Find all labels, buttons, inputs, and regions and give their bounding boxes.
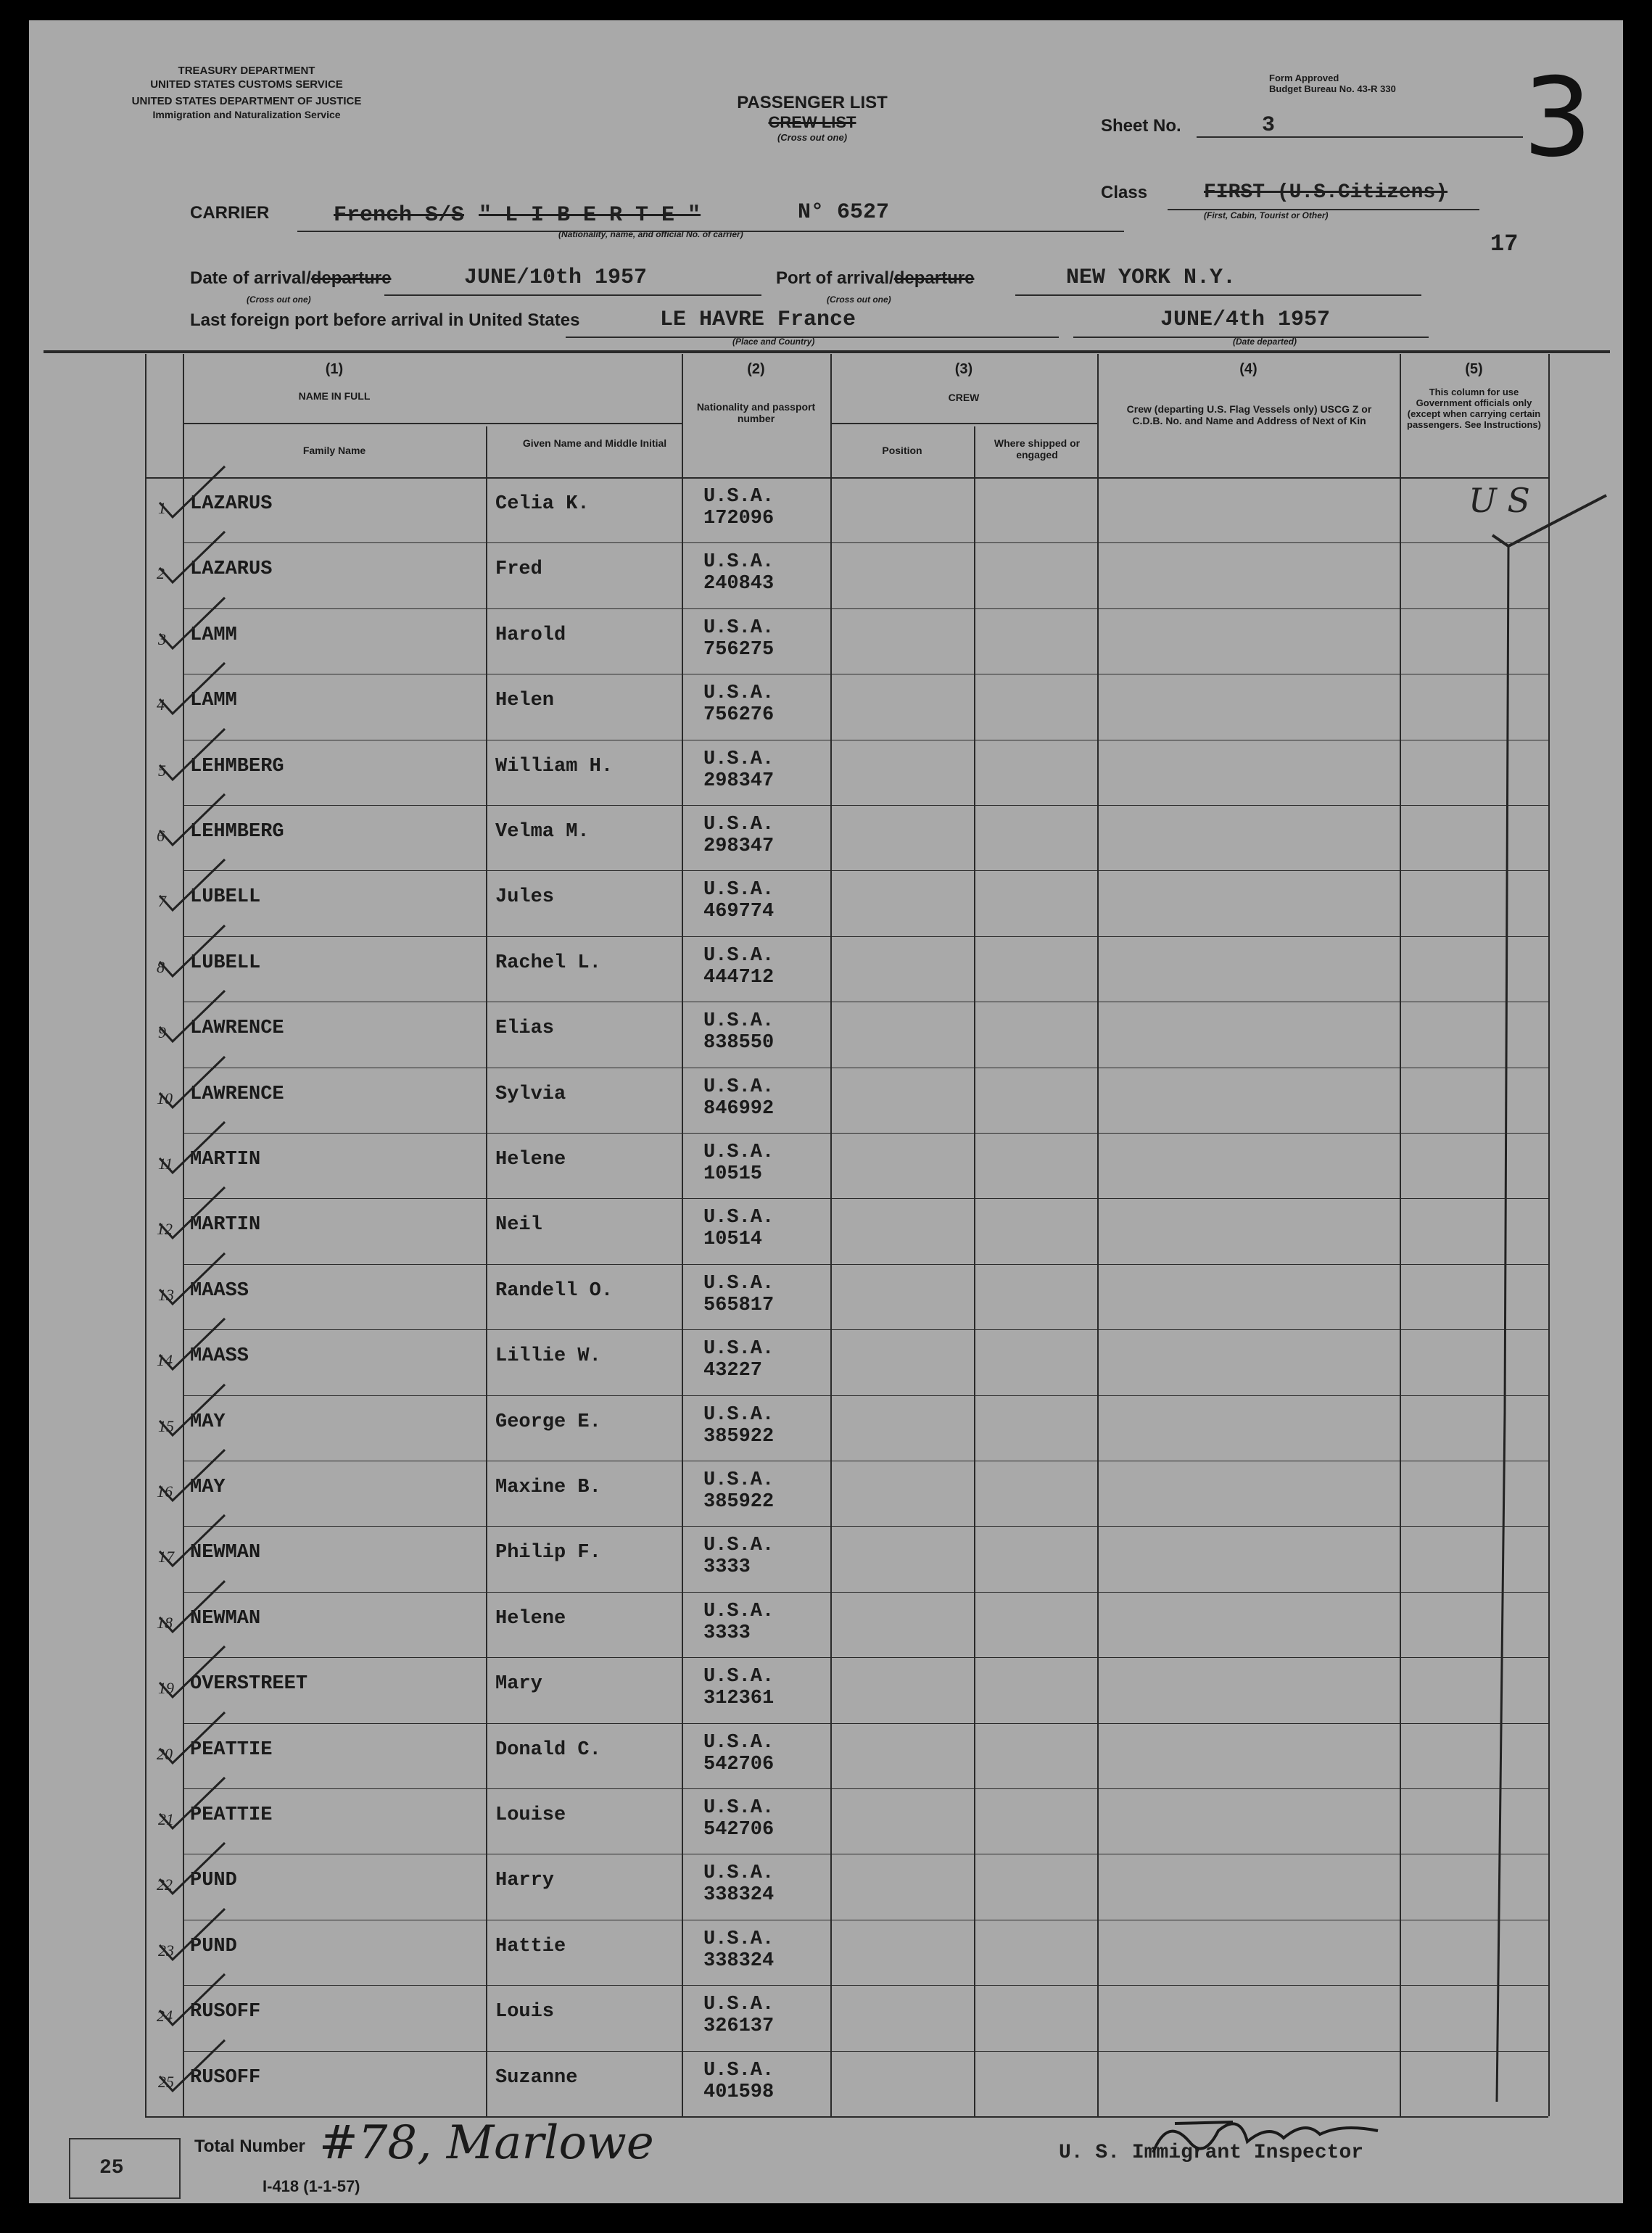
col1-title: NAME IN FULL	[298, 390, 371, 402]
table-row	[29, 1788, 1623, 1854]
given-name: Mary	[495, 1673, 542, 1696]
approval-line-1: Form Approved	[1269, 73, 1339, 83]
row-number: 4	[157, 696, 165, 714]
family-name: PEATTIE	[190, 1738, 273, 1761]
carrier-label: CARRIER	[190, 203, 270, 223]
col3-where-header: Where shipped or engaged	[994, 437, 1081, 461]
passport-number: 298347	[703, 835, 775, 857]
family-name: MAASS	[190, 1345, 249, 1368]
class-note: (First, Cabin, Tourist or Other)	[1204, 210, 1329, 220]
table-row	[29, 1198, 1623, 1263]
date-departure-crossed: departure	[310, 268, 392, 288]
family-name: MAY	[190, 1477, 226, 1498]
given-name: Helen	[495, 690, 555, 712]
nationality: U.S.A.	[703, 1666, 775, 1688]
row-number: 21	[158, 1810, 174, 1828]
col3-number: (3)	[954, 361, 973, 377]
nationality: U.S.A.	[703, 1207, 775, 1229]
family-name: LUBELL	[190, 886, 261, 909]
table-row	[29, 1985, 1623, 2050]
col3-title: CREW	[948, 392, 980, 403]
table-row	[29, 1657, 1623, 1722]
row-number: 16	[157, 1482, 173, 1501]
check-mark	[152, 659, 232, 717]
check-mark	[152, 856, 232, 914]
row-number: 25	[158, 2072, 174, 2091]
last-port-label: Last foreign port before arrival in United States	[190, 310, 580, 330]
passport-number: 385922	[703, 1491, 775, 1513]
check-mark	[152, 1184, 232, 1242]
col4-title: Crew (departing U.S. Flag Vessels only) USCG Z or C.D.B. No. and Name and Address of Next of Kin	[1126, 403, 1372, 426]
last-port-value: LE HAVRE France	[660, 307, 856, 332]
class-value: FIRST (U.S.Citizens)	[1204, 181, 1448, 204]
given-name: Hattie	[495, 1935, 566, 1957]
carrier-prefix: French S/S	[334, 203, 465, 228]
hline-crew-sub	[830, 423, 1097, 424]
row-number: 7	[158, 892, 166, 911]
check-mark	[152, 1118, 232, 1176]
big-sheet-number: 3	[1523, 55, 1593, 181]
nationality: U.S.A.	[703, 814, 775, 835]
passenger-list-sheet	[29, 20, 1623, 2203]
col2-title: Nationality and passport number	[696, 401, 816, 424]
table-row	[29, 805, 1623, 870]
nationality: U.S.A.	[703, 1469, 775, 1491]
title-crew-list-crossed: CREW LIST	[768, 113, 856, 131]
check-mark	[152, 1053, 232, 1111]
nationality: U.S.A.	[703, 2059, 775, 2081]
family-name: NEWMAN	[190, 1542, 261, 1564]
given-name: Velma M.	[495, 821, 590, 843]
carrier-name: " L I B E R T E "	[479, 203, 701, 228]
passport-number: 542706	[703, 1819, 775, 1841]
nationality: U.S.A.	[703, 616, 775, 639]
approval-line-2: Budget Bureau No. 43-R 330	[1269, 83, 1396, 94]
passport-number: 846992	[703, 1097, 775, 1120]
passport-number: 3333	[703, 1556, 751, 1579]
passport-number: 338324	[703, 1949, 775, 1972]
family-name: RUSOFF	[190, 2066, 261, 2089]
nationality: U.S.A.	[703, 944, 775, 967]
passenger-table	[29, 20, 1623, 2203]
row-number: 19	[158, 1679, 174, 1698]
row-number: 12	[157, 1220, 173, 1239]
agency-line-1: TREASURY DEPARTMENT	[178, 65, 315, 77]
count-box-value: 25	[99, 2157, 124, 2179]
passport-number: 10514	[703, 1229, 763, 1251]
family-name: LAMM	[190, 624, 237, 646]
row-number: 20	[157, 1744, 173, 1763]
title-passenger-list: PASSENGER LIST	[737, 93, 888, 112]
passport-number: 385922	[703, 1425, 775, 1448]
given-name: Suzanne	[495, 2066, 578, 2089]
given-name: Philip F.	[495, 1542, 601, 1564]
nationality: U.S.A.	[703, 1600, 775, 1622]
date-cross-note: (Cross out one)	[247, 294, 311, 305]
row-number: 14	[157, 1351, 173, 1370]
check-mark	[152, 1709, 232, 1767]
passport-number: 10515	[703, 1163, 763, 1185]
passport-number: 240843	[703, 573, 775, 595]
given-name: Fred	[495, 558, 542, 581]
family-name: PUND	[190, 1870, 237, 1892]
row-number: 8	[157, 957, 165, 976]
check-mark	[152, 922, 232, 980]
passport-number: 756276	[703, 704, 775, 727]
port-arrival-value: NEW YORK N.Y.	[1066, 265, 1236, 290]
check-mark	[152, 725, 232, 783]
carrier-note: (Nationality, name, and official No. of carrier)	[558, 229, 743, 239]
row-number: 5	[158, 761, 166, 780]
total-number-label: Total Number	[194, 2137, 305, 2156]
date-arrival-label-text: Date of arrival/	[190, 268, 311, 288]
row-number: 18	[157, 1613, 173, 1632]
passport-number: 469774	[703, 901, 775, 923]
col1-family-header: Family Name	[302, 445, 366, 456]
row-number: 6	[157, 827, 165, 845]
check-mark	[152, 1839, 232, 1897]
passport-number: 312361	[703, 1688, 775, 1710]
check-mark	[152, 2036, 232, 2094]
row-number: 2	[157, 564, 165, 583]
check-mark	[152, 987, 232, 1045]
check-mark	[152, 1446, 232, 1504]
total-number-handwritten: #78, Marlowe	[319, 2116, 654, 2170]
port-arrival-label-text: Port of arrival/	[776, 268, 894, 288]
nationality: U.S.A.	[703, 1142, 775, 1163]
family-name: LAWRENCE	[190, 1083, 284, 1105]
family-name: PEATTIE	[190, 1804, 273, 1826]
nationality: U.S.A.	[703, 879, 775, 901]
table-row	[29, 870, 1623, 936]
passport-number: 838550	[703, 1032, 775, 1054]
check-mark	[152, 791, 232, 849]
given-name: William H.	[495, 755, 614, 777]
family-name: LAZARUS	[190, 558, 273, 581]
family-name: LEHMBERG	[190, 755, 284, 777]
nationality: U.S.A.	[703, 1862, 775, 1885]
nationality: U.S.A.	[703, 1731, 775, 1754]
check-mark	[152, 1577, 232, 1635]
nationality: U.S.A.	[703, 551, 775, 574]
family-name: LAMM	[190, 690, 237, 712]
row-number: 9	[158, 1023, 166, 1042]
passport-number: 326137	[703, 2015, 775, 2038]
family-name: RUSOFF	[190, 2001, 261, 2023]
departed-value: JUNE/4th 1957	[1160, 307, 1331, 332]
family-name: MARTIN	[190, 1149, 261, 1171]
table-row	[29, 1461, 1623, 1526]
table-row	[29, 1068, 1623, 1133]
given-name: Lillie W.	[495, 1345, 601, 1368]
check-mark	[152, 1905, 232, 1963]
given-name: Harry	[495, 1870, 555, 1892]
row-number: 10	[157, 1089, 173, 1107]
col4-number: (4)	[1239, 361, 1257, 377]
row-number: 24	[157, 2007, 173, 2026]
col5-number: (5)	[1465, 361, 1483, 377]
departed-note: (Date departed)	[1233, 337, 1297, 347]
table-row	[29, 1854, 1623, 1919]
check-mark	[152, 1970, 232, 2028]
nationality: U.S.A.	[703, 1535, 775, 1557]
family-name: NEWMAN	[190, 1607, 261, 1630]
class-label: Class	[1101, 183, 1148, 202]
agency-line-3: UNITED STATES DEPARTMENT OF JUSTICE	[131, 95, 362, 107]
family-name: OVERSTREET	[190, 1673, 308, 1696]
passport-number: 565817	[703, 1294, 775, 1316]
table-row	[29, 1133, 1623, 1198]
agency-line-2: UNITED STATES CUSTOMS SERVICE	[150, 78, 343, 91]
table-row	[29, 674, 1623, 739]
passport-number: 338324	[703, 1884, 775, 1907]
row-number: 11	[158, 1155, 173, 1173]
hline-name-sub	[183, 423, 682, 424]
row-number: 1	[158, 499, 166, 517]
passport-number: 3333	[703, 1622, 751, 1644]
nationality: U.S.A.	[703, 682, 775, 705]
check-mark	[152, 528, 232, 586]
corner-number: 17	[1490, 231, 1519, 257]
count-box	[69, 2138, 181, 2199]
row-number: 15	[158, 1416, 174, 1435]
nationality: U.S.A.	[703, 1010, 775, 1033]
form-code: I-418 (1-1-57)	[263, 2177, 360, 2195]
check-mark	[152, 1250, 232, 1308]
family-name: PUND	[190, 1935, 237, 1957]
given-name: Celia K.	[495, 493, 590, 515]
official-mark: U S	[1469, 481, 1530, 520]
check-mark	[152, 1774, 232, 1832]
given-name: Helene	[495, 1149, 566, 1171]
inspector-signature	[1146, 2109, 1385, 2167]
given-name: Harold	[495, 624, 566, 646]
given-name: Rachel L.	[495, 952, 601, 974]
col5-title: This column for use Government officials only (except when carrying certain passengers. See Instructions)	[1407, 387, 1541, 430]
family-name: MAY	[190, 1411, 226, 1433]
table-row	[29, 1329, 1623, 1395]
family-name: LEHMBERG	[190, 821, 284, 843]
nationality: U.S.A.	[703, 748, 775, 770]
given-name: Louise	[495, 1804, 566, 1826]
table-row	[29, 936, 1623, 1002]
passport-number: 542706	[703, 1753, 775, 1775]
check-mark	[152, 1643, 232, 1701]
col1-given-header: Given Name and Middle Initial	[522, 437, 667, 449]
family-name: MAASS	[190, 1279, 249, 1302]
inspector-label: U. S. Immigrant Inspector	[1059, 2142, 1364, 2164]
nationality: U.S.A.	[703, 1928, 775, 1950]
sheet-no-label: Sheet No.	[1101, 116, 1181, 136]
table-row	[29, 608, 1623, 674]
table-row	[29, 477, 1623, 542]
carrier-number: N° 6527	[798, 200, 890, 225]
col2-number: (2)	[747, 361, 765, 377]
table-row	[29, 542, 1623, 608]
table-row	[29, 1723, 1623, 1788]
passport-number: 43227	[703, 1360, 763, 1382]
given-name: Neil	[495, 1214, 542, 1237]
nationality: U.S.A.	[703, 1076, 775, 1098]
nationality: U.S.A.	[703, 1338, 775, 1361]
date-arrival-value: JUNE/10th 1957	[464, 265, 648, 290]
sheet-no-value: 3	[1262, 113, 1276, 138]
table-row	[29, 2051, 1623, 2116]
row-number: 22	[157, 1875, 173, 1894]
given-name: Randell O.	[495, 1279, 614, 1302]
table-row	[29, 1526, 1623, 1591]
given-name: Jules	[495, 886, 555, 909]
check-mark	[152, 1381, 232, 1439]
check-mark	[152, 1511, 232, 1569]
nationality: U.S.A.	[703, 1403, 775, 1426]
table-row	[29, 1920, 1623, 1985]
row-number: 3	[158, 630, 166, 648]
nationality: U.S.A.	[703, 486, 775, 508]
passport-number: 298347	[703, 769, 775, 792]
check-mark	[152, 594, 232, 652]
check-mark	[152, 463, 232, 521]
passport-number: 401598	[703, 2081, 775, 2103]
table-row	[29, 1002, 1623, 1067]
nationality: U.S.A.	[703, 1272, 775, 1295]
family-name: LAZARUS	[190, 493, 273, 515]
passport-number: 172096	[703, 508, 775, 529]
table-row	[29, 740, 1623, 805]
col3-position-header: Position	[882, 445, 922, 456]
family-name: MARTIN	[190, 1214, 261, 1237]
last-port-note: (Place and Country)	[732, 337, 815, 347]
port-cross-note: (Cross out one)	[827, 294, 891, 305]
given-name: Louis	[495, 2001, 555, 2023]
passport-number: 756275	[703, 638, 775, 661]
agency-line-4: Immigration and Naturalization Service	[152, 109, 341, 120]
given-name: Donald C.	[495, 1738, 601, 1761]
row-number: 17	[158, 1548, 174, 1567]
title-cross-note: (Cross out one)	[777, 132, 848, 143]
family-name: LAWRENCE	[190, 1018, 284, 1040]
col1-number: (1)	[325, 361, 344, 377]
passport-number: 444712	[703, 966, 775, 988]
given-name: Helene	[495, 1607, 566, 1630]
given-name: George E.	[495, 1411, 601, 1433]
given-name: Maxine B.	[495, 1477, 601, 1498]
table-row	[29, 1395, 1623, 1461]
check-mark	[152, 1315, 232, 1373]
family-name: LUBELL	[190, 952, 261, 974]
given-name: Sylvia	[495, 1083, 566, 1105]
port-departure-crossed: departure	[893, 268, 975, 288]
table-row	[29, 1592, 1623, 1657]
row-number: 13	[158, 1285, 174, 1304]
nationality: U.S.A.	[703, 1994, 775, 2016]
table-row	[29, 1264, 1623, 1329]
nationality: U.S.A.	[703, 1797, 775, 1819]
given-name: Elias	[495, 1018, 555, 1040]
row-number: 23	[158, 1941, 174, 1960]
